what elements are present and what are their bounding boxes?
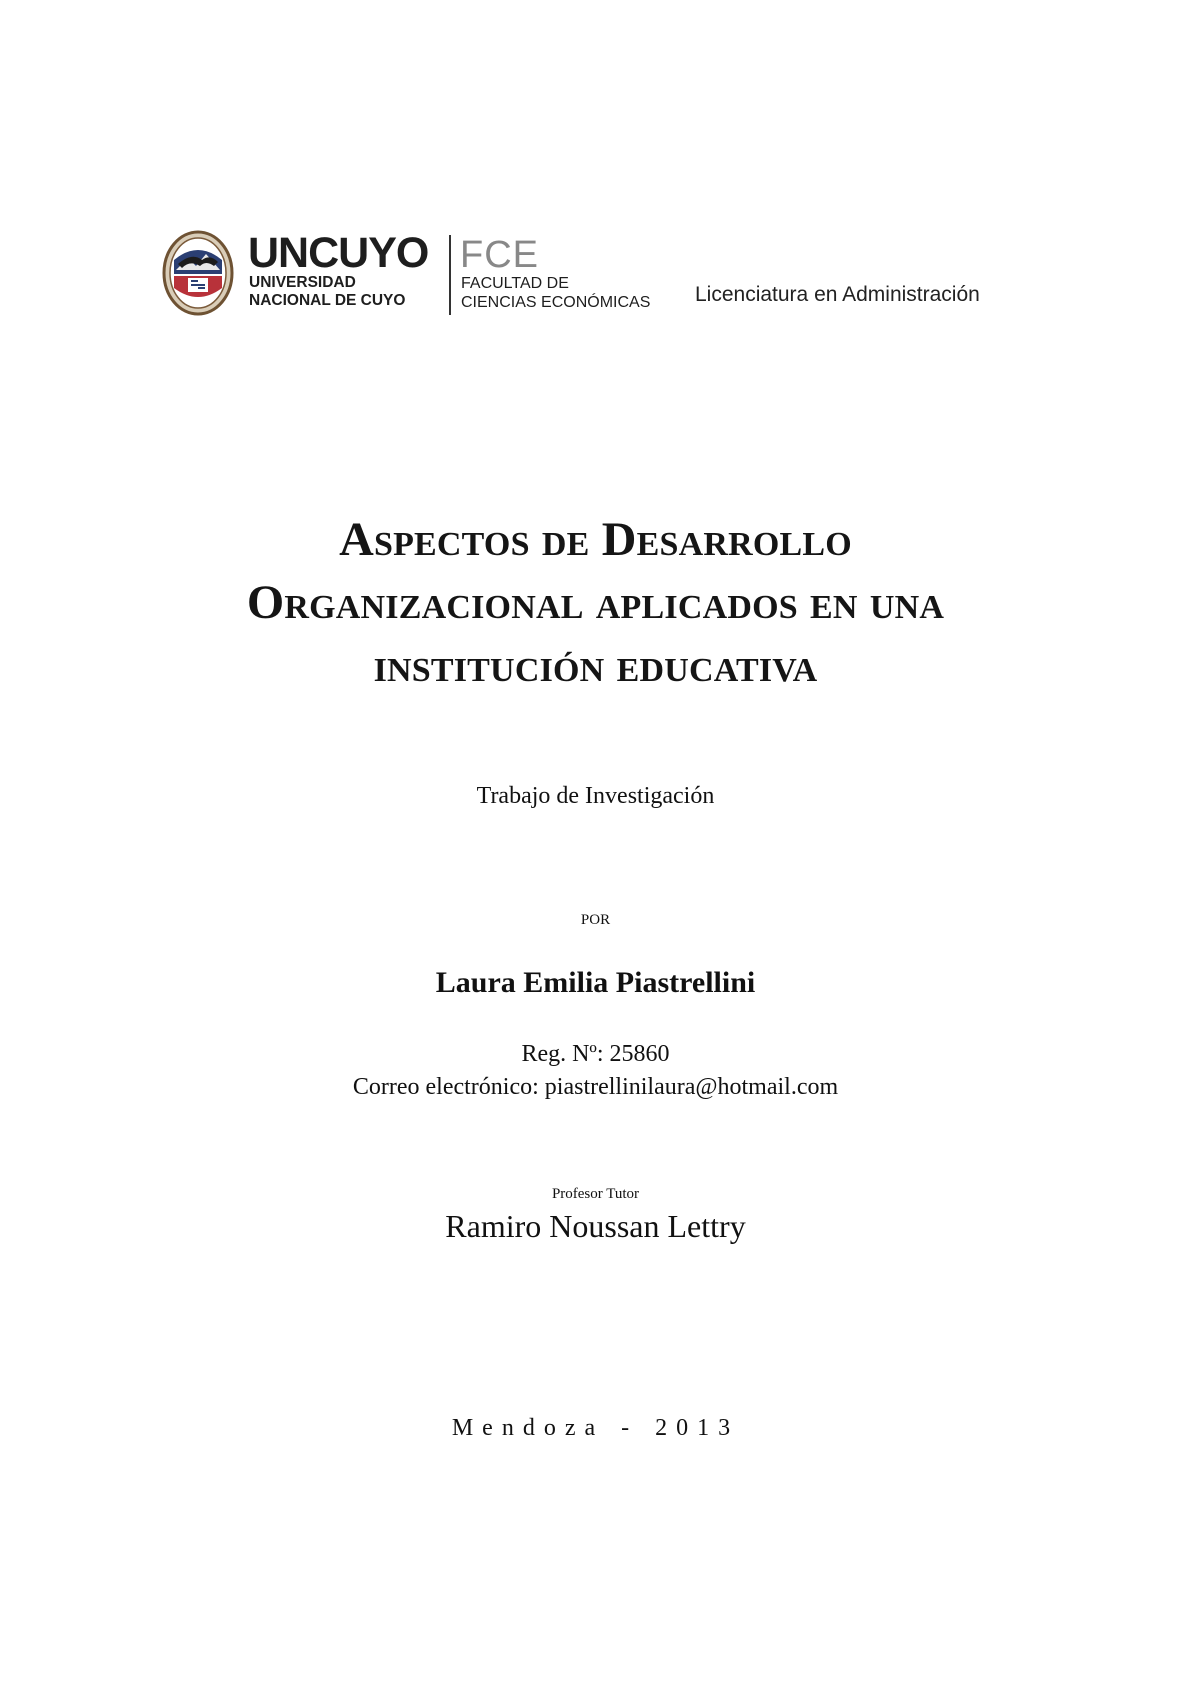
document-type: Trabajo de Investigación (476, 783, 715, 809)
document-title (0, 508, 1191, 697)
author-email: Correo electrónico: piastrellinilaura@hotmail.com (352, 1074, 839, 1100)
university-logo-line1: UNIVERSIDAD (249, 274, 356, 291)
university-logo-name: UNCUYO (248, 229, 429, 277)
faculty-logo-name: FCE (460, 234, 539, 276)
logo-divider (449, 235, 451, 315)
place-and-year: Mendoza - 2013 (451, 1415, 740, 1441)
author-name: Laura Emilia Piastrellini (435, 966, 756, 999)
title-line-1: Aspectos de Desarrollo (339, 513, 852, 566)
title-line-2: Organizacional aplicados en una (246, 576, 945, 629)
title-line-3: institución educativa (373, 639, 818, 692)
university-logo-line2: NACIONAL DE CUYO (249, 292, 406, 309)
faculty-logo-line1: FACULTAD DE (461, 275, 569, 292)
faculty-logo-line2: CIENCIAS ECONÓMICAS (461, 294, 651, 311)
registration-number: Reg. Nº: 25860 (521, 1041, 670, 1067)
tutor-label: Profesor Tutor (551, 1186, 640, 1202)
tutor-name: Ramiro Noussan Lettry (445, 1208, 746, 1244)
by-label: POR (580, 912, 611, 928)
program-name: Licenciatura en Administración (695, 283, 980, 306)
university-seal-icon (162, 230, 234, 316)
